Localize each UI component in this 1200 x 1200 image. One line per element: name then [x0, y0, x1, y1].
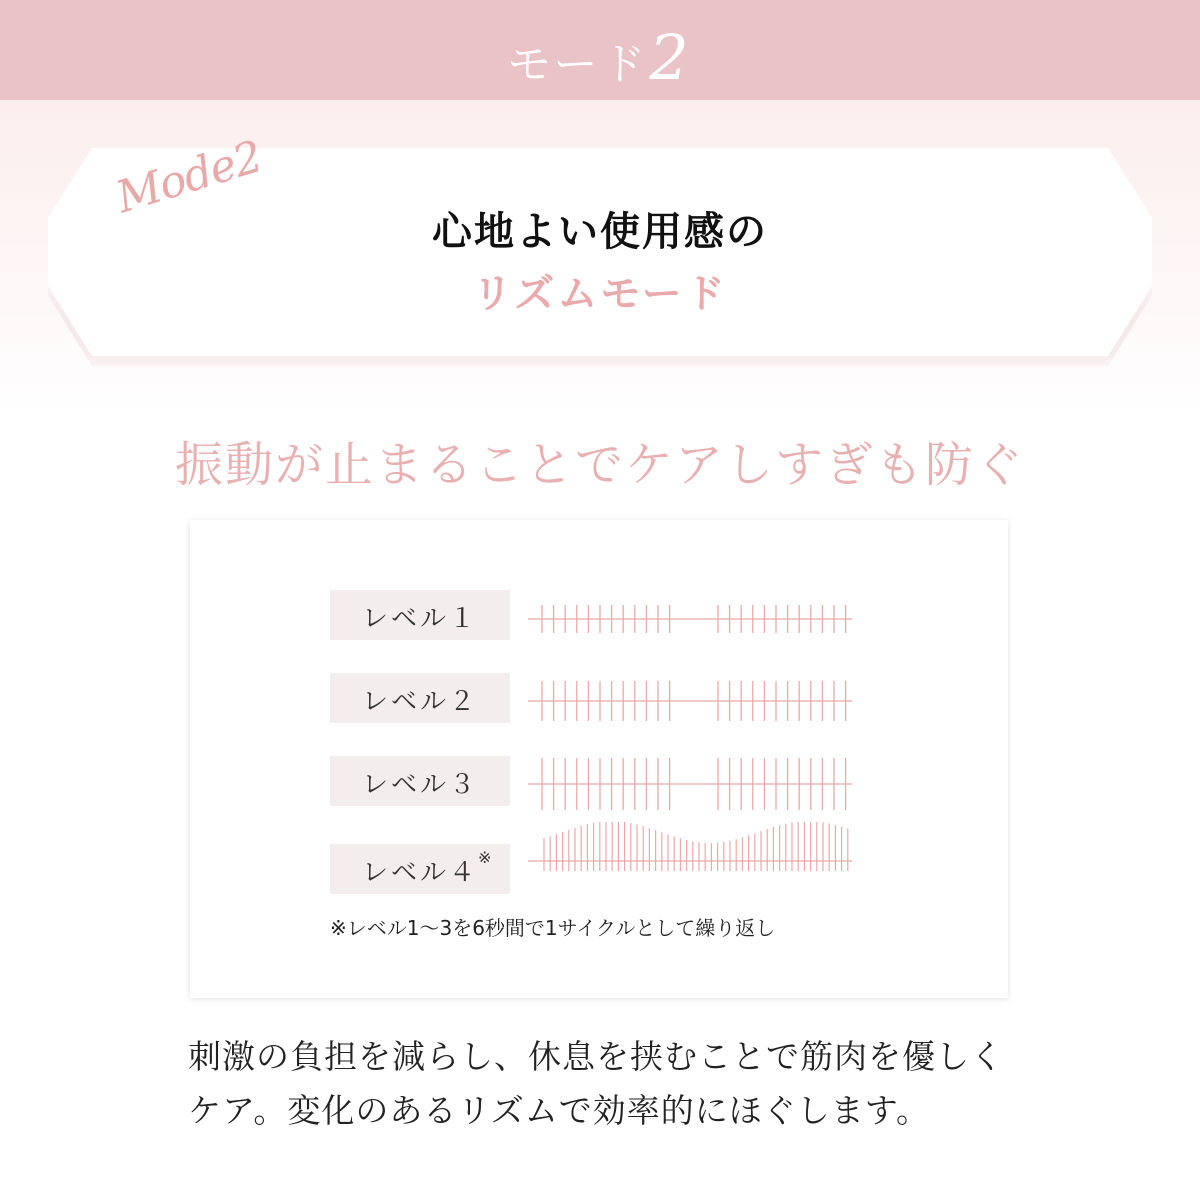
level-2-label [330, 673, 510, 723]
diagram-footnote: ※レベル1～3を6秒間で1サイクルとして繰り返し [330, 916, 776, 940]
level-3-label-text: レベル３ [362, 770, 479, 800]
body-line-2: ケア。変化のあるリズムで効率的にほぐします。 [188, 1091, 931, 1130]
level-1-wave [526, 580, 860, 650]
body-line-1: 刺激の負担を減らし、休息を挟むことで筋肉を優しく [188, 1037, 1004, 1076]
card-mode-name: リズムモード [472, 271, 728, 317]
level-4-label [330, 844, 510, 894]
header-title-number: 2 [649, 21, 693, 94]
level-1-label-text: レベル１ [362, 604, 479, 634]
level-2-wave [526, 662, 860, 732]
header-title [0, 0, 1200, 100]
level-1-label [330, 590, 510, 640]
body-text [188, 1030, 1028, 1138]
level-2-label-text: レベル２ [362, 687, 479, 717]
level-3-wave [526, 745, 860, 815]
level-4-wave [526, 822, 860, 892]
mode-script-logo: Mode2 [110, 131, 268, 224]
card-subtitle: 心地よい使用感の [432, 209, 768, 255]
headline: 振動が止まることでケアしすぎも防ぐ [174, 437, 1025, 493]
header-title-text: モード [507, 39, 650, 90]
level-4-label-text: レベル４ [362, 858, 479, 888]
level-4-note-mark: ※ [478, 848, 495, 868]
level-3-label [330, 756, 510, 806]
